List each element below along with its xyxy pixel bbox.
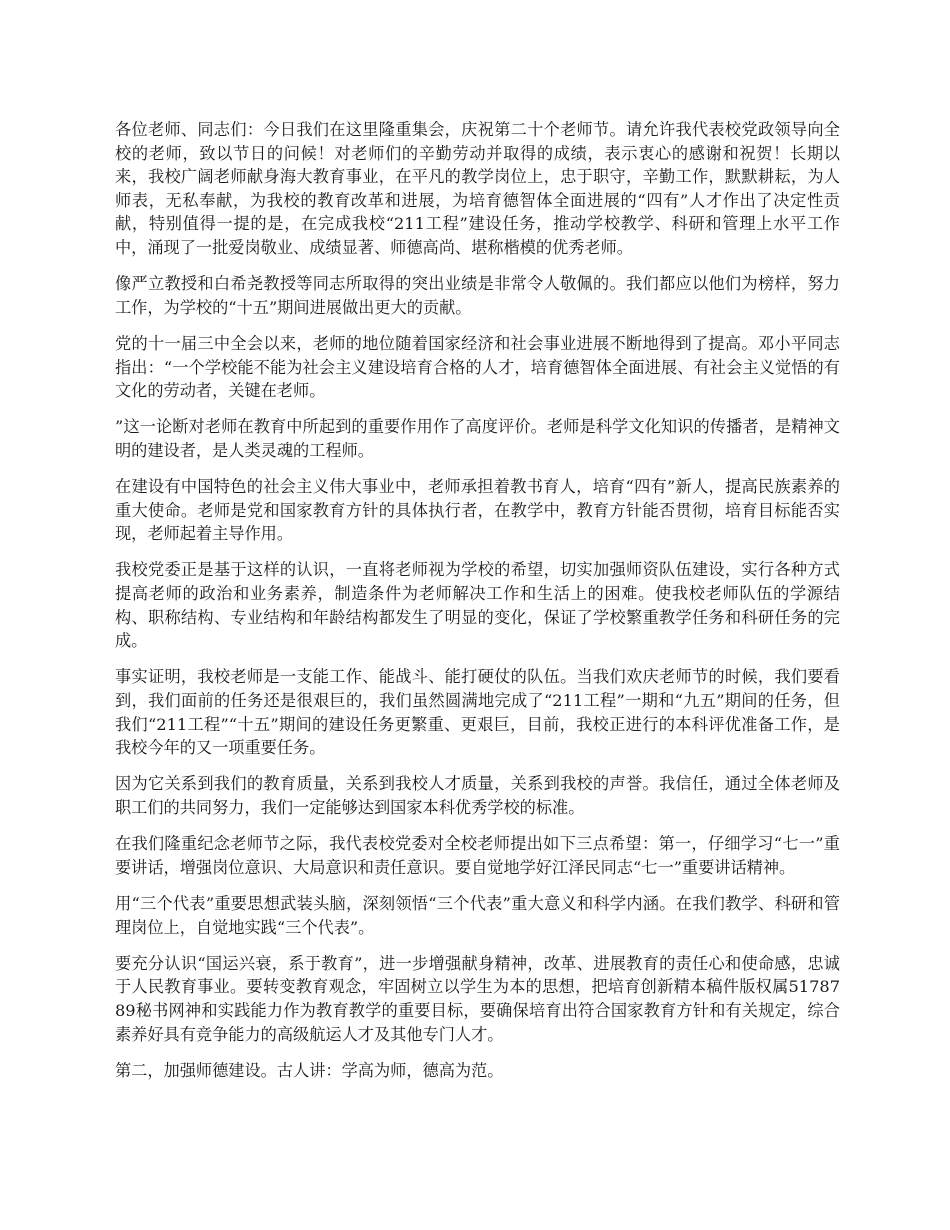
paragraph-7: 事实证明，我校老师是一支能工作、能战斗、能打硬仗的队伍。当我们欢庆老师节的时候，我们要看到，我们面前的任务还是很艰巨的，我们虽然圆满地完成了“211工程”一期和“九五”期间的任务，但我们“211工程”“十五”期间的建设任务更繁重、更艰巨，目前，我校正进行的本科评优准备工作，是我校今年的又一项重要任务。 [115,667,840,758]
paragraph-5: 在建设有中国特色的社会主义伟大事业中，老师承担着教书育人，培育“四有”新人，提高民族素养的重大使命。老师是党和国家教育方针的具体执行者，在教学中，教育方针能否贯彻，培育目标能否实现，老师起着主导作用。 [115,477,840,544]
document-body [115,118,840,1095]
paragraph-2: 像严立教授和白希尧教授等同志所取得的突出业绩是非常令人敬佩的。我们都应以他们为榜样，努力工作，为学校的“十五”期间进展做出更大的贡献。 [115,274,840,317]
paragraph-4: ”这一论断对老师在教育中所起到的重要作用作了高度评价。老师是科学文化知识的传播者，是精神文明的建设者，是人类灵魂的工程师。 [115,417,840,460]
paragraph-1: 各位老师、同志们：今日我们在这里隆重集会，庆祝第二十个老师节。请允许我代表校党政领导向全校的老师，致以节日的问候！对老师们的辛勤劳动并取得的成绩，表示衷心的感谢和祝贺！长期以来，我校广阔老师献身海大教育事业，在平凡的教学岗位上，忠于职守，辛勤工作，默默耕耘，为人师表，无私奉献，为我校的教育改革和进展，为培育德智体全面进展的“四有”人才作出了决定性贡献，特别值得一提的是，在完成我校“211工程”建设任务，推动学校教学、科研和管理上水平工作中，涌现了一批爱岗敬业、成绩显著、师德高尚、堪称楷模的优秀老师。 [115,120,840,257]
paragraph-10: 用“三个代表”重要思想武装头脑，深刻领悟“三个代表”重大意义和科学内涵。在我们教学、科研和管理岗位上，自觉地实践“三个代表”。 [115,893,840,937]
paragraph-11: 要充分认识“国运兴衰，系于教育”，进一步增强献身精神，改革、进展教育的责任心和使命感，忠诚于人民教育事业。要转变教育观念，牢固树立以学生为本的思想，把培育创新精本稿件版权属5178789秘书网神和实践能力作为教育教学的重要目标，要确保培育出符合国家教育方针和有关规定，综合素养好具有竞争能力的高级航运人才及其他专门人才。 [115,953,840,1044]
paragraph-3: 党的十一届三中全会以来，老师的地位随着国家经济和社会事业进展不断地得到了提高。邓小平同志指出：“一个学校能不能为社会主义建设培育合格的人才，培育德智体全面进展、有社会主义觉悟的有文化的劳动者，关键在老师。 [115,333,840,401]
paragraph-12: 第二，加强师德建设。古人讲：学高为师，德高为范。 [115,1060,504,1080]
paragraph-8: 因为它关系到我们的教育质量，关系到我校人才质量，关系到我校的声誉。我信任，通过全体老师及职工们的共同努力，我们一定能够达到国家本科优秀学校的标准。 [115,774,840,817]
paragraph-9: 在我们隆重纪念老师节之际，我代表校党委对全校老师提出如下三点希望：第一，仔细学习“七一”重要讲话，增强岗位意识、大局意识和责任意识。要自觉地学好江泽民同志“七一”重要讲话精神。 [115,834,840,877]
paragraph-6: 我校党委正是基于这样的认识，一直将老师视为学校的希望，切实加强师资队伍建设，实行各种方式提高老师的政治和业务素养，制造条件为老师解决工作和生活上的困难。使我校老师队伍的学源结构、职称结构、专业结构和年龄结构都发生了明显的变化，保证了学校繁重教学任务和科研任务的完成。 [115,560,840,651]
